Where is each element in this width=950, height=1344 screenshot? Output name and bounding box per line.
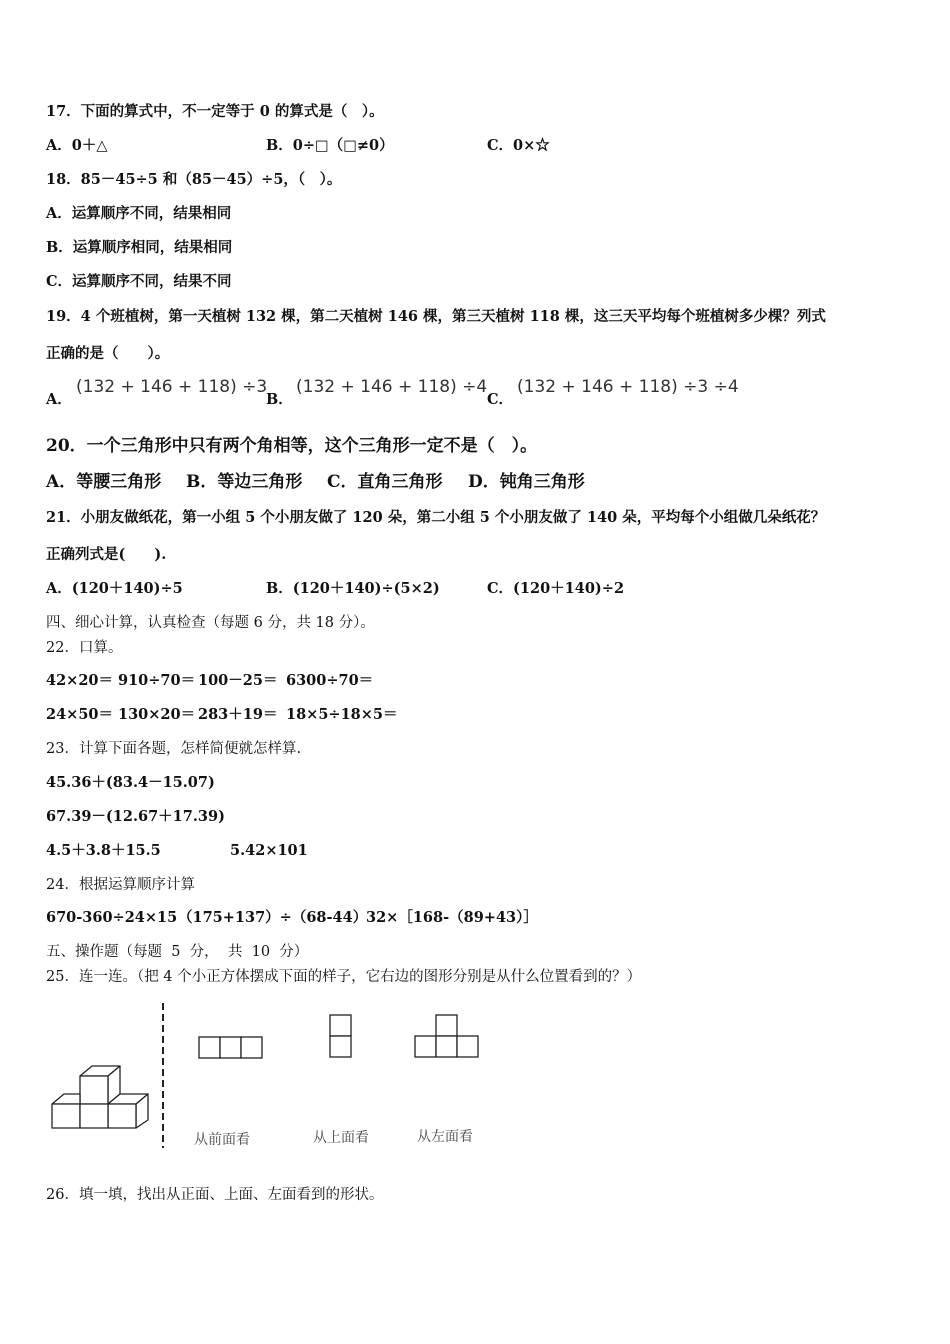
q25-stem: 25．连一连。（把 4 个小正方体摆成下面的样子，它右边的图形分别是从什么位置看到的？） (46, 969, 642, 985)
q21-option-b: B．(120＋140)÷(5×2) (266, 580, 440, 597)
q18-stem: 18．85－45÷5 和（85－45）÷5，（ ）。 (46, 171, 342, 188)
view-left-label: 从左面看 (417, 1129, 473, 1145)
q19-option-c-label: C． (487, 391, 514, 408)
q22-r2-item-3: 283＋19＝ (198, 706, 278, 723)
q22-r1-item-3: 100－25＝ (198, 672, 278, 689)
q20-option-b: B．等边三角形 (186, 472, 303, 492)
q19-option-b-label: B． (266, 391, 293, 408)
view-top-label: 从上面看 (313, 1130, 369, 1146)
section-4-heading: 四、细心计算，认真检查（每题 6 分，共 18 分）。 (46, 615, 375, 631)
q23-item-2: 67.39－(12.67＋17.39) (46, 808, 225, 825)
q24-item-3: 32×［168-（89+43）］ (366, 909, 538, 926)
q20-option-a: A．等腰三角形 (46, 472, 162, 492)
q20-option-d: D．钝角三角形 (468, 472, 585, 492)
q23-item-4: 5.42×101 (230, 842, 308, 859)
q18-option-c: C．运算顺序不同，结果不同 (46, 273, 232, 290)
q18-option-b: B．运算顺序相同，结果相同 (46, 239, 233, 256)
q19-stem-line-2: 正确的是（ ）。 (46, 345, 170, 362)
q26-stem: 26．填一填，找出从正面、上面、左面看到的形状。 (46, 1187, 384, 1203)
dashed-divider (160, 1003, 166, 1148)
view-top-shape (329, 1014, 353, 1060)
view-front-shape (198, 1036, 266, 1060)
q17-option-b: B．0÷□（□≠0） (266, 137, 394, 154)
q19-option-b-formula: (132 + 146 + 118) ÷4 (296, 377, 488, 397)
view-left-shape (414, 1014, 482, 1060)
q21-stem-line-2: 正确列式是( ). (46, 546, 167, 563)
q22-r1-item-4: 6300÷70＝ (286, 672, 374, 689)
q24-stem: 24．根据运算顺序计算 (46, 877, 195, 893)
q19-stem-line-1: 19．4 个班植树，第一天植树 132 棵，第二天植树 146 棵，第三天植树 118 棵，这三天平均每个班植树多少棵？列式 (46, 308, 826, 325)
q22-r1-item-1: 42×20＝ (46, 672, 114, 689)
q23-item-1: 45.36＋(83.4－15.07) (46, 774, 215, 791)
q20-option-c: C．直角三角形 (327, 472, 443, 492)
q21-option-c: C．(120＋140)÷2 (487, 580, 625, 597)
q22-r1-item-2: 910÷70＝ (118, 672, 196, 689)
q19-option-c-formula: (132 + 146 + 118) ÷3 ÷4 (517, 377, 739, 397)
q21-option-a: A．(120＋140)÷5 (46, 580, 183, 597)
q17-option-a: A．0＋△ (46, 137, 108, 154)
q23-item-3: 4.5＋3.8＋15.5 (46, 842, 161, 859)
q19-option-a-label: A． (46, 391, 72, 408)
q17-stem: 17．下面的算式中，不一定等于 0 的算式是（ ）。 (46, 103, 384, 120)
q22-stem: 22．口算。 (46, 640, 123, 656)
q22-r2-item-4: 18×5÷18×5＝ (286, 706, 398, 723)
q20-stem: 20．一个三角形中只有两个角相等，这个三角形一定不是（ ）。 (46, 436, 538, 456)
q24-item-2: （175+137）÷（68-44） (178, 909, 368, 926)
q24-item-1: 670-360÷24×15 (46, 909, 178, 926)
q19-option-a-formula: (132 + 146 + 118) ÷3 (76, 377, 268, 397)
cube-stack-figure (50, 1058, 150, 1130)
q22-r2-item-1: 24×50＝ (46, 706, 114, 723)
section-5-heading: 五、操作题（每题 5 分， 共 10 分） (46, 944, 309, 960)
q22-r2-item-2: 130×20＝ (118, 706, 196, 723)
view-front-label: 从前面看 (194, 1132, 250, 1148)
q18-option-a: A．运算顺序不同，结果相同 (46, 205, 232, 222)
q21-stem-line-1: 21．小朋友做纸花，第一小组 5 个小朋友做了 120 朵，第二小组 5 个小朋友做了 140 朵，平均每个小组做几朵纸花？ (46, 509, 826, 526)
q17-option-c: C．0×☆ (487, 137, 550, 154)
q23-stem: 23．计算下面各题，怎样简便就怎样算. (46, 741, 302, 757)
